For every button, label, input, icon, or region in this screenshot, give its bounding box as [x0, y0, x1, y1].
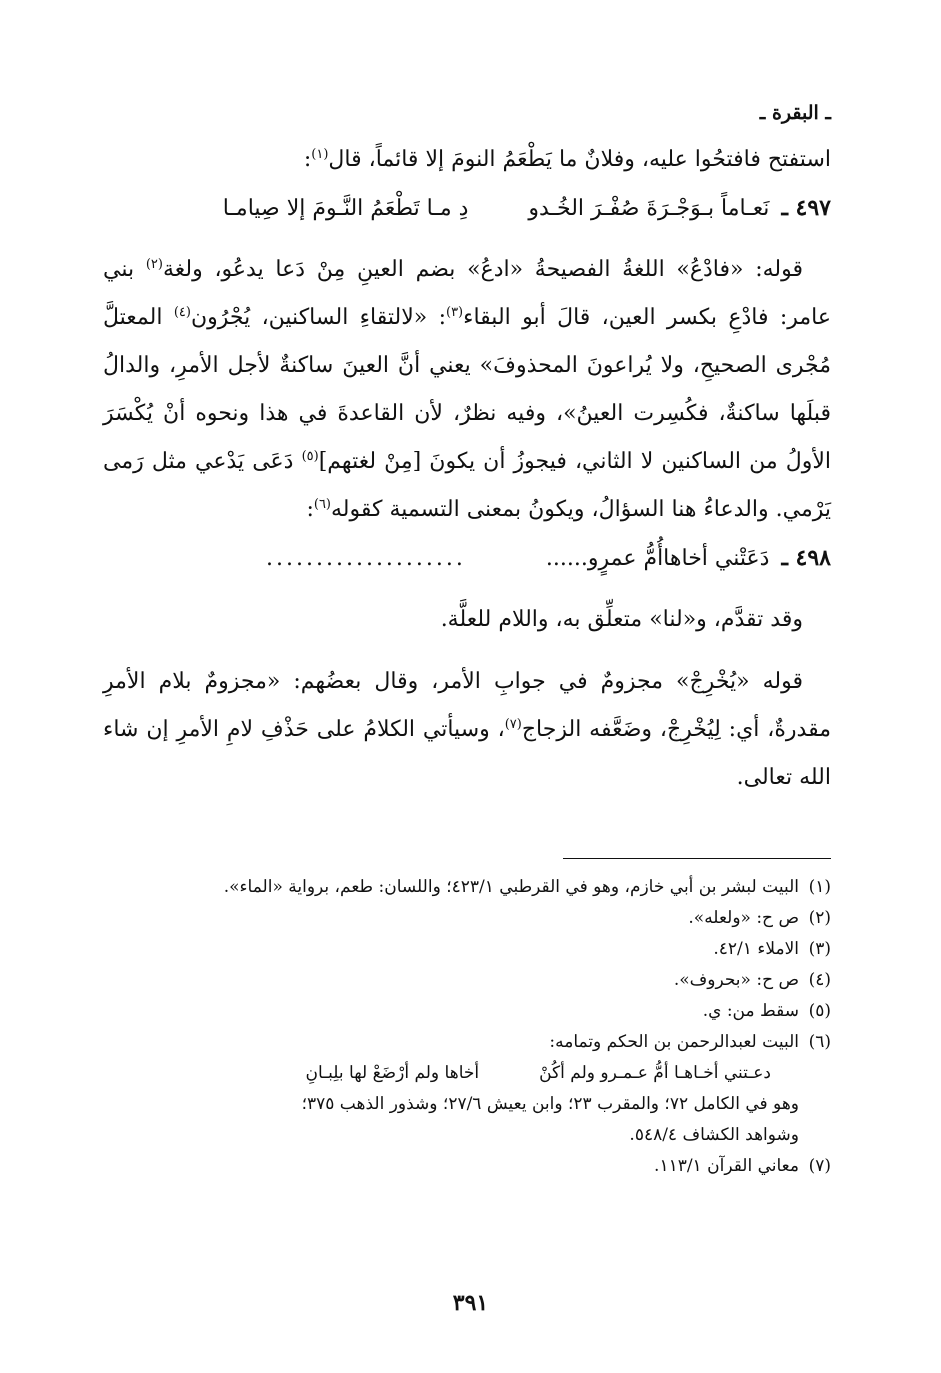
- poem-second-hemistich: أخاها ولم أرْضَعْ لها بلِبـانِ: [305, 1063, 480, 1083]
- footnote-ref: (٥): [301, 449, 319, 464]
- verse-number: ٤٩٨ ـ: [781, 545, 831, 571]
- footnote-ref: (٦): [313, 497, 331, 512]
- footnote-ref: (٤): [173, 305, 191, 320]
- footnote-6-poem: [103, 1058, 831, 1089]
- footnote-ref: (٣): [445, 305, 464, 320]
- footnote-1: (١) البيت لبشر بن أبي خازم، وهو في القرطبي ٤٢٣/١؛ واللسان: طعم، برواية «الماء».: [223, 877, 831, 897]
- footnote-3: (٣) الاملاء ٤٢/١.: [713, 939, 831, 959]
- main-text: [103, 136, 831, 802]
- footnote-separator: [563, 858, 831, 859]
- footnote-6: (٦) البيت لعبدالرحمن بن الحكم وتمامه:: [549, 1032, 831, 1052]
- footnote-6-sources: وهو في الكامل ٧٢؛ والمقرب ٢٣؛ وابن يعيش ٢٧/٦؛ وشذور الذهب ٣٧٥؛: [301, 1094, 799, 1114]
- footnote-ref: (١): [311, 147, 329, 162]
- footnote-2: (٢) ص ح: «ولعله».: [688, 908, 831, 928]
- paragraph-1: قوله: «فادْعُ» اللغةُ الفصيحةُ «ادعُ» بضم العينِ مِنْ دَعا يدعُو، ولغة$^{(٢)}$ بني عامر: فادْعِ بكسر العين، قالَ أبو البقاء$^{(٣)}$: «لالتقاءِ الساكنين، يُجْرُون$^{(٤)}$ المعتلَّ مُجْرى الصحيحِ، ولا يُراعونَ المحذوفَ» يعني أنَّ العينَ ساكنةٌ لأجل الأمرِ، والدالُ قبلَها ساكنةٌ، فكُسِرت العينُ»، وفيه نظرٌ، لأن القاعدةَ في هذا ونحوه أنْ يُكْسَرَ الأولُ من الساكنين لا الثاني، فيجوزُ أن يكونَ [مِنْ لغتهم]$^{(٥)}$ دَعَى يَدْعي مثل رَمى يَرْمي. والدعاءُ هنا السؤالُ، ويكونُ بمعنى التسمية كقوله$^{(٦)}$:: [103, 257, 832, 522]
- footnote-7: (٧) معاني القرآن ١١٣/١.: [654, 1156, 831, 1176]
- footnote-5: (٥) سقط من: ي.: [702, 1001, 831, 1021]
- footnote-ref: (٢): [145, 257, 163, 272]
- footnote-ref: (٧): [504, 717, 522, 732]
- verse-first-hemistich: نَعـاماً بـوَجْـرَةَ صُفْـرَ الخُـدو: [528, 196, 770, 221]
- footnotes: [103, 872, 831, 1182]
- verse-first-hemistich: دَعَتْني أخاهاأُمُّ عمرٍو......: [545, 546, 770, 571]
- verse-number: ٤٩٧ ـ: [781, 195, 831, 221]
- footnote-6-sources-cont: وشواهد الكشاف ٥٤٨/٤.: [629, 1125, 799, 1145]
- intro-line: استفتح فافتحُوا عليه، وفلانٌ ما يَطْعَمُ النومَ إلا قائماً، قال$^{(١)}$:: [303, 147, 831, 172]
- verse-498: [103, 534, 831, 582]
- running-header: ـ البقرة ـ: [759, 102, 831, 124]
- footnote-4: (٤) ص ح: «بحروف».: [673, 970, 831, 990]
- verse-second-hemistich: دِ مـا تَطْعَمُ النَّـومَ إلا صِيامـا: [222, 196, 469, 221]
- paragraph-2: وقد تقدَّم، و«لنا» متعلِّق به، واللام للعلَّة.: [440, 607, 803, 632]
- page-number: ٣٩١: [452, 1290, 489, 1316]
- verse-elided-hemistich: ....................: [266, 546, 466, 571]
- poem-first-hemistich: دعـتني أخـاهـا أمُّ عـمـرو ولم أكُنْ: [539, 1063, 771, 1083]
- verse-497: [103, 184, 831, 232]
- paragraph-3: قوله «يُخْرِجْ» مجزومٌ في جوابِ الأمر، وقال بعضُهم: «مجزومٌ بلام الأمرِ مقدرةٌ، أي: لِيُخْرِجْ، وضَعَّفه الزجاج$^{(٧)}$، وسيأتي الكلامُ على حَذْفِ لامِ الأمرِ إن شاء الله تعالى.: [103, 669, 831, 790]
